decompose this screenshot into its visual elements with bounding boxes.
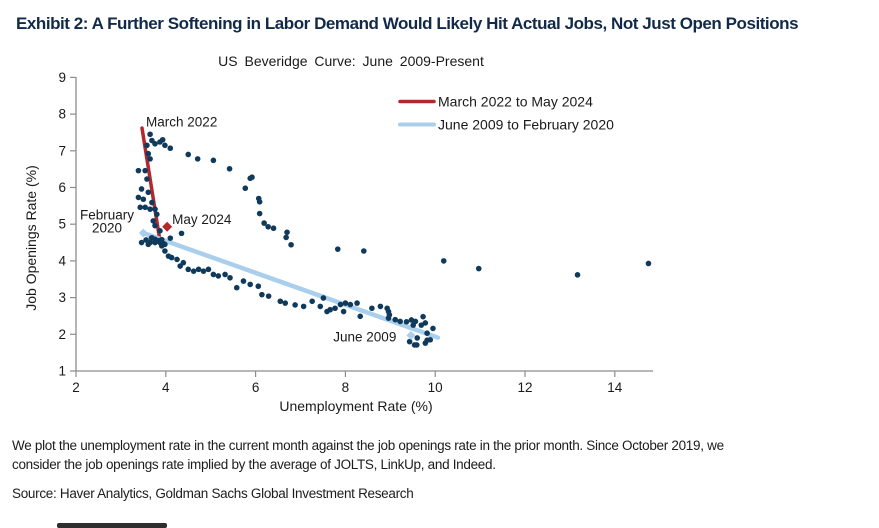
scatter-point xyxy=(147,131,153,137)
scatter-point xyxy=(152,223,158,229)
scatter-point xyxy=(147,156,153,162)
annotations xyxy=(80,115,396,345)
scatter-point xyxy=(234,285,240,291)
legend xyxy=(400,94,614,133)
scatter-point xyxy=(201,268,207,274)
scatter-point xyxy=(277,298,283,304)
scatter-point xyxy=(152,141,158,147)
footnote-line-1: We plot the unemployment rate in the current month against the job openings rate in the prior month. Since October 2019, we xyxy=(12,438,724,453)
scatter-point xyxy=(338,302,344,308)
y-axis-label: Job Openings Rate (%) xyxy=(23,165,39,311)
scatter-point xyxy=(185,152,191,158)
scatter-point xyxy=(255,283,261,289)
scatter-point xyxy=(136,195,142,201)
x-tick-label: 6 xyxy=(251,380,260,395)
scatter-point xyxy=(407,339,413,345)
scatter-point xyxy=(145,151,151,157)
scatter-point xyxy=(242,185,248,191)
scatter-point xyxy=(369,305,375,311)
x-tick-label: 14 xyxy=(607,380,623,395)
scatter-point xyxy=(646,261,652,267)
scatter-point xyxy=(185,267,191,273)
x-tick-label: 8 xyxy=(341,380,350,395)
scatter-point xyxy=(423,320,429,326)
scatter-point xyxy=(211,158,217,164)
footnote-line-2: consider the job openings rate implied by the average of JOLTS, LinkUp, and Indeed. xyxy=(12,457,496,472)
scatter-point xyxy=(147,206,153,212)
scatter-point xyxy=(441,258,447,264)
scatter-point xyxy=(301,304,307,310)
scatter-point xyxy=(283,235,289,241)
scatter-point xyxy=(404,319,410,325)
y-tick-label: 8 xyxy=(58,106,66,122)
scatter-point xyxy=(332,305,338,311)
scatter-point xyxy=(162,248,168,254)
scatter-point xyxy=(354,300,360,306)
scatter-points xyxy=(136,131,652,347)
annotation-label: February 2020 xyxy=(79,207,134,236)
x-axis-label: Unemployment Rate (%) xyxy=(279,398,433,414)
trend-lines xyxy=(142,128,438,338)
scatter-point xyxy=(174,257,180,263)
scatter-point xyxy=(211,272,217,278)
scatter-point xyxy=(149,235,155,241)
scatter-point xyxy=(257,211,263,217)
scatter-point xyxy=(139,186,145,192)
scatter-point xyxy=(160,137,166,143)
scatter-point xyxy=(142,168,148,174)
marker-diamond xyxy=(406,331,415,340)
scatter-point xyxy=(144,142,150,148)
legend-label: March 2022 to May 2024 xyxy=(438,93,593,110)
scatter-point xyxy=(284,229,290,235)
partial-ui-bar xyxy=(57,523,167,528)
scatter-point xyxy=(181,260,187,266)
scatter-point xyxy=(222,272,228,278)
scatter-point xyxy=(397,319,403,325)
scatter-point xyxy=(575,272,581,278)
scatter-point xyxy=(145,242,151,248)
scatter-point xyxy=(144,176,150,182)
scatter-point xyxy=(392,317,398,323)
scatter-point xyxy=(152,206,158,212)
scatter-point xyxy=(288,242,294,248)
footnote xyxy=(12,436,872,474)
x-tick-label: 10 xyxy=(427,380,443,395)
scatter-point xyxy=(321,295,327,301)
scatter-point xyxy=(167,235,173,241)
legend-label: June 2009 to February 2020 xyxy=(438,116,614,133)
annotation-label: March 2022 xyxy=(146,114,218,130)
scatter-point xyxy=(430,326,436,332)
scatter-point xyxy=(136,168,142,174)
scatter-point xyxy=(424,330,430,336)
scatter-point xyxy=(216,273,222,279)
scatter-point xyxy=(343,300,349,306)
chart-title: US Beveridge Curve: June 2009-Present xyxy=(218,53,484,69)
scatter-point xyxy=(149,200,155,206)
scatter-point xyxy=(195,156,201,162)
x-tick-label: 12 xyxy=(517,380,533,395)
scatter-point xyxy=(154,211,160,217)
scatter-point xyxy=(227,166,233,172)
scatter-point xyxy=(266,293,272,299)
scatter-point xyxy=(142,205,148,211)
scatter-point xyxy=(191,268,197,274)
scatter-point xyxy=(309,298,315,304)
scatter-point xyxy=(206,267,212,273)
scatter-point xyxy=(413,319,419,325)
scatter-point xyxy=(179,231,185,237)
scatter-point xyxy=(196,267,202,273)
scatter-point xyxy=(137,205,143,211)
y-tick-label: 3 xyxy=(58,290,66,306)
scatter-point xyxy=(317,304,323,310)
scatter-point xyxy=(265,224,271,230)
scatter-point xyxy=(357,314,363,320)
y-tick-label: 9 xyxy=(58,69,66,85)
y-tick-label: 7 xyxy=(58,143,66,159)
y-tick-label: 2 xyxy=(58,326,66,342)
scatter-point xyxy=(292,302,298,308)
exhibit-title: Exhibit 2: A Further Softening in Labor Demand Would Likely Hit Actual Jobs, Not Just Open Positions xyxy=(16,14,799,33)
y-tick-label: 4 xyxy=(58,253,66,269)
marker-diamond xyxy=(162,222,172,232)
x-tick-label: 4 xyxy=(162,380,170,395)
scatter-point xyxy=(335,246,341,252)
y-tick-label: 6 xyxy=(58,180,66,195)
scatter-point xyxy=(157,228,163,234)
scatter-point xyxy=(361,248,367,254)
scatter-point xyxy=(327,307,333,313)
scatter-point xyxy=(257,199,263,205)
scatter-point xyxy=(161,241,167,247)
scatter-point xyxy=(414,335,420,341)
annotation-label: June 2009 xyxy=(333,329,397,345)
scatter-point xyxy=(271,225,277,231)
scatter-point xyxy=(282,300,288,306)
x-tick-label: 2 xyxy=(72,380,80,395)
scatter-point xyxy=(414,342,420,348)
scatter-point xyxy=(341,309,347,315)
y-tick-label: 5 xyxy=(58,216,66,232)
scatter-point xyxy=(249,174,255,180)
scatter-point xyxy=(427,337,433,343)
scatter-point xyxy=(386,315,392,321)
scatter-point xyxy=(169,255,175,261)
scatter-point xyxy=(420,314,426,320)
scatter-point xyxy=(259,292,265,298)
scatter-point xyxy=(167,145,173,151)
scatter-point xyxy=(247,282,253,288)
y-tick-label: 1 xyxy=(58,363,66,379)
scatter-point xyxy=(476,266,482,272)
scatter-point xyxy=(150,218,156,224)
scatter-point xyxy=(141,196,147,202)
annotation-label: May 2024 xyxy=(172,211,232,227)
scatter-point xyxy=(156,238,162,244)
scatter-point xyxy=(241,278,247,284)
scatter-point xyxy=(378,304,384,310)
scatter-point xyxy=(162,142,168,148)
scatter-point xyxy=(145,189,151,195)
source-line: Source: Haver Analytics, Goldman Sachs Global Investment Research xyxy=(12,486,414,501)
scatter-point xyxy=(227,275,233,281)
scatter-point xyxy=(348,302,354,308)
